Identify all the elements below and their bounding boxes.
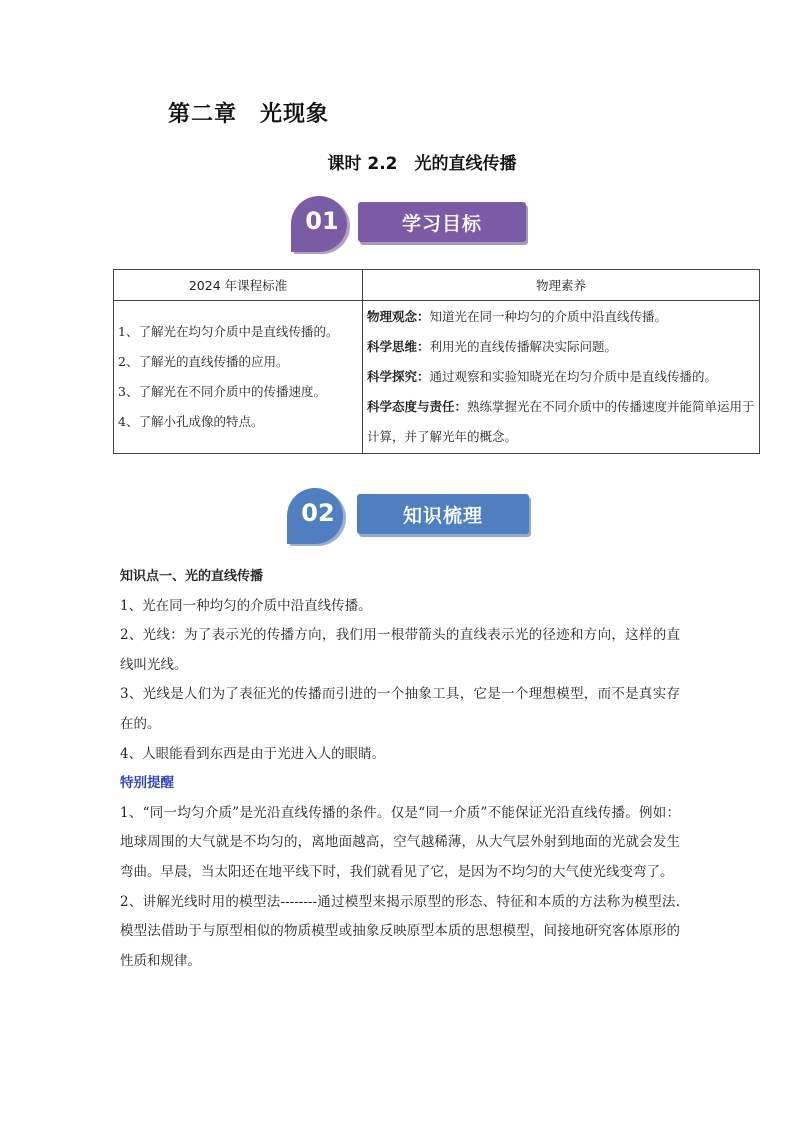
knowledge-item: 3、光线是人们为了表征光的传播而引进的一个抽象工具，它是一个理想模型，而不是真实存在的。 [120,686,680,732]
standard-item: 3、了解光在不同介质中的传播速度。 [118,384,326,399]
standard-item: 2、了解光的直线传播的应用。 [118,354,289,369]
knowledge-item: 1、光在同一种均匀的介质中沿直线传播。 [120,597,372,614]
section-banner-goals [288,193,533,255]
literacy-cell [363,301,760,454]
literacy-text: 知道光在同一种均匀的介质中沿直线传播。 [429,309,668,324]
standards-cell [114,301,363,454]
section-label: 知识梳理 [402,505,483,527]
literacy-item [367,302,755,332]
section-number: 02 [301,499,335,527]
standard-item: 4、了解小孔成像的特点。 [118,414,264,429]
lesson-title: 课时 2.2 光的直线传播 [327,154,517,174]
knowledge-item: 2、光线：为了表示光的传播方向，我们用一根带箭头的直线表示光的径迹和方向，这样的直线叫光线。 [120,627,680,673]
tip-item: 1、“同一均匀介质”是光沿直线传播的条件。仅是“同一介质”不能保证光沿直线传播。例如：地球周围的大气就是不均匀的，离地面越高，空气越稀薄，从大气层外射到地面的光就会发生弯曲。早晨，当太阳还在地平线下时，我们就看见了它，是因为不均匀的大气使光线变弯了。 [120,804,680,880]
literacy-item [367,332,755,362]
literacy-text: 熟练掌握光在不同介质中的传播速度并能简单运用于计算，并了解光年的概念。 [367,399,755,444]
section-number: 01 [305,207,339,235]
literacy-heading: 科学探究： [367,369,430,384]
goals-table [113,269,760,454]
literacy-heading: 科学思维： [367,339,430,354]
table-header-literacy: 物理素养 [363,270,760,301]
literacy-text: 通过观察和实验知晓光在均匀介质中是直线传播的。 [429,369,718,384]
literacy-item [367,362,755,392]
table-header-standards: 2024 年课程标准 [114,270,363,301]
knowledge-section [120,562,680,976]
knowledge-point-title: 知识点一、光的直线传播 [120,569,264,584]
chapter-title: 第二章 光现象 [168,102,330,127]
literacy-heading: 科学态度与责任： [367,399,468,414]
standard-item: 1、了解光在均匀介质中是直线传播的。 [118,324,339,339]
literacy-text: 利用光的直线传播解决实际问题。 [429,339,618,354]
tip-title: 特别提醒 [120,775,174,792]
section-label: 学习目标 [401,213,482,235]
literacy-heading: 物理观念： [367,309,430,324]
knowledge-item: 4、人眼能看到东西是由于光进入人的眼睛。 [120,745,386,762]
tip-item: 2、讲解光线时用的模型法--------通过模型来揭示原型的形态、特征和本质的方法称为模型法. 模型法借助于与原型相似的物质模型或抽象反映原型本质的思想模型，间接地研究客体原形的性质和规律。 [120,893,680,969]
section-banner-knowledge [284,485,534,547]
literacy-item [367,392,755,452]
